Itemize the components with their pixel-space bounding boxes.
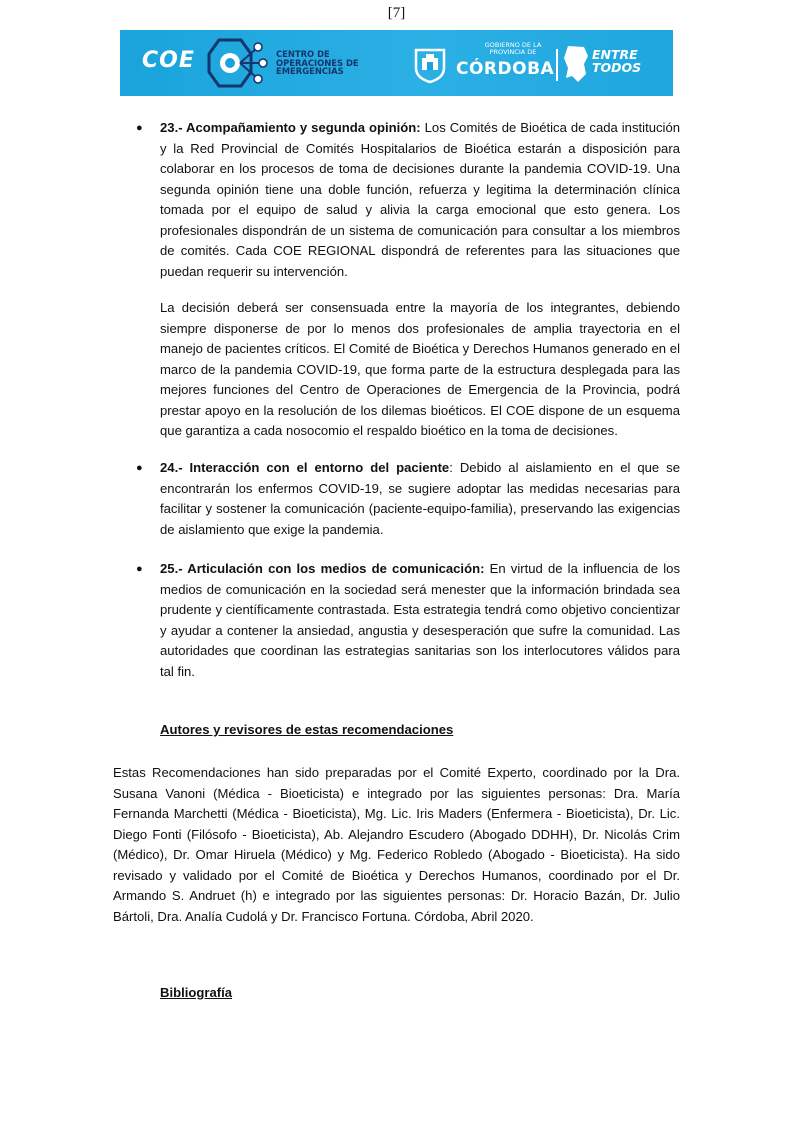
item-title: 25.- Articulación con los medios de comunicación: bbox=[160, 561, 485, 576]
list-item-25 bbox=[136, 559, 680, 682]
list-item-23 bbox=[136, 118, 681, 282]
logo-divider bbox=[556, 49, 558, 81]
page-number: [7] bbox=[387, 5, 406, 21]
bullet-icon: ● bbox=[136, 462, 143, 474]
authors-paragraph: Estas Recomendaciones han sido preparadas por el Comité Experto, coordinado por la Dra. Susana Vanoni (Médica - Bioeticista) e integrado por las siguientes personas: Dra. María Fernanda Marchetti (Médica - Bioeticista), Mg. Lic. Iris Maders (Enfermera - Bioeticista), Dr. Lic. Diego Fonti (Filósofo - Bioeticista), Ab. Alejandro Escudero (Abogado DDHH), Dr. Nicolás Crim (Médico), Dr. Omar Hiruela (Médico) y Mg. Federico Robledo (Abogado - Bioeticista). Ha sido revisado y validado por el Comité de Bioética y Derechos Humanos, coordinado por el Dr. Armando S. Andruet (h) e integrado por las siguientes personas: Dr. Horacio Bazán, Dr. Julio Bártoli, Dra. Analía Cudolá y Dr. Francisco Fortuna. Córdoba, Abril 2020. bbox=[113, 765, 680, 924]
list-item-24 bbox=[136, 458, 680, 540]
centro-line: CENTRO DE bbox=[276, 49, 330, 59]
bullet-icon: ● bbox=[136, 122, 143, 134]
centro-operaciones-text bbox=[276, 50, 386, 76]
cordoba-seal-icon bbox=[410, 44, 450, 84]
bibliography-heading: Bibliografía bbox=[160, 985, 233, 1000]
item-text: Los Comités de Bioética de cada institución y la Red Provincial de Comités Hospitalarios de Bioética estarán a disposición para colaborar en los procesos de toma de decisiones durante la pandemia COVID-19. Una segunda opinión tiene una doble función, refuerza y legitima la determinación clínica tomada por el equipo de salud y alivia la carga emocional que esto genera. Los profesionales dispondrán de un sistema de comunicación para consultar a los miembros de comités. Cada COE REGIONAL dispondrá de referentes para las situaciones que puedan requerir su intervención. bbox=[160, 120, 681, 279]
item-title: 24.- Interacción con el entorno del paciente bbox=[160, 460, 450, 475]
item-title: 23.- Acompañamiento y segunda opinión: bbox=[160, 120, 421, 135]
gobierno-line: GOBIERNO DE LA bbox=[484, 41, 542, 49]
gobierno-line: PROVINCIA DE bbox=[489, 48, 537, 56]
bullet-icon: ● bbox=[136, 563, 143, 575]
coe-logo-text: COE bbox=[142, 48, 195, 73]
entre-line: TODOS bbox=[592, 60, 642, 75]
centro-line: OPERACIONES DE bbox=[276, 57, 359, 68]
decision-paragraph: La decisión deberá ser consensuada entre la mayoría de los integrantes, debiendo siempre disponerse de por lo menos dos profesionales de amplia trayectoria en el manejo de pacientes críticos. El Comité de Bioética y Derechos Humanos generado en el marco de la pandemia COVID-19, que forma parte de la estructura desplegada para las mejores funciones del Centro de Operaciones de Emergencia de la Provincia, podrá prestar apoyo en la resolución de los dilemas bioéticos. El COE dispone de un esquema que garantiza a cada nosocomio el respaldo bioético en la toma de decisiones. bbox=[160, 300, 680, 438]
cordoba-logo-text: CÓRDOBA bbox=[456, 59, 555, 79]
header-banner bbox=[120, 30, 673, 96]
item-text: En virtud de la influencia de los medios de comunicación en la sociedad será menester que la información brindada sea prudente y científicamente contrastada. Esta estrategia tendrá como objetivo concientizar y ayudar a contener la ansiedad, angustia y desesperación que sufre la comunidad. Las autoridades que coordinan las estrategias sanitarias son los interlocutores válidos para tal fin. bbox=[160, 561, 680, 679]
gobierno-provincia-text bbox=[458, 42, 568, 56]
coe-network-logo-icon bbox=[205, 36, 271, 90]
item-text: : Debido al aislamiento en el que se encontrarán los enfermos COVID-19, se sugiere adoptar las medidas necesarias para facilitar y sostener la comunicación (paciente-equipo-familia), preservando las exigencias de aislamiento que exige la pandemia. bbox=[160, 460, 680, 537]
entre-todos-text bbox=[592, 48, 641, 74]
centro-line: EMERGENCIAS bbox=[276, 66, 344, 76]
entre-line: ENTRE bbox=[592, 47, 638, 62]
authors-heading: Autores y revisores de estas recomendaciones bbox=[160, 722, 454, 737]
province-map-icon bbox=[562, 44, 590, 84]
